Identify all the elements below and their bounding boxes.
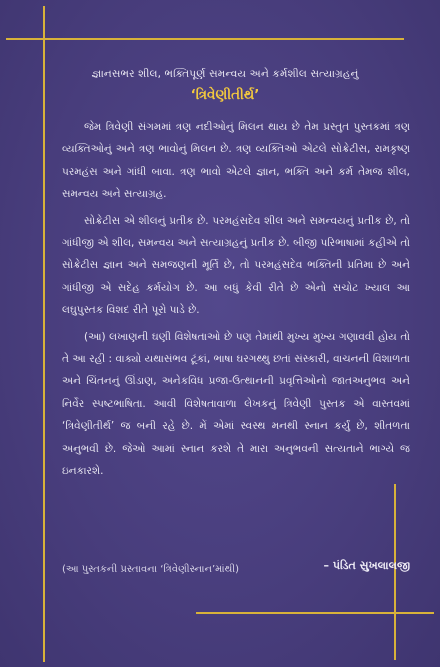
paragraph-2: સોક્રેટીસ એ શીલનું પ્રતીક છે. પરમહંસદેવ શીલ અને સમન્વયનું પ્રતીક છે, તો ગાંધીજી એ શીલ, સમન્વય અને સત્યાગ્રહનું પ્રતીક છે. બીજી પરિભાષામાં કહીએ તો સોક્રેટીસ જ્ઞાન અને સમજણની મૂર્તિ છે, તો પરમહંસદેવ ભક્તિની પ્રતિમા છે અને ગાંધીજી એ સદેહ કર્મયોગ છે. આ બધું કેવી રીતે છે એનો સચોટ ખ્યાલ આ લઘુપુસ્તક વિશદ રીતે પૂરો પાડે છે. <box>62 214 410 317</box>
header-subtitle: જ્ઞાનસભર શીલ, ભક્તિપૂર્ણ સમન્વય અને કર્મશીલ સત્યાગ્રહનું <box>91 68 359 80</box>
bottom-decorative-line <box>196 612 434 614</box>
paragraph-1: જેમ ત્રિવેણી સંગમમાં ત્રણ નદીઓનું મિલન થાય છે તેમ પ્રસ્તુત પુસ્તકમાં ત્રણ વ્યક્તિઓનું અને ત્રણ ભાવોનું મિલન છે. ત્રણ વ્યક્તિઓ એટલે સોક્રેટીસ, રામકૃષ્ણ પરમહંસ અને ગાંધી બાવા. ત્રણ ભાવો એટલે જ્ઞાન, ભક્તિ અને કર્મ તેમજ શીલ, સમન્વય અને સત્યાગ્રહ. <box>62 121 410 201</box>
book-title: ‘ત્રિવેણીતીર્થ’ <box>190 87 260 103</box>
author-signature: – પંડિત સુખલાલજી <box>323 559 410 572</box>
top-decorative-line <box>6 38 404 40</box>
blurb-body <box>62 116 410 487</box>
left-decorative-line <box>43 6 45 662</box>
source-note: (આ પુસ્તકની પ્રસ્તાવના ‘ત્રિવેણીસ્નાન’માંથી) <box>62 564 240 575</box>
paragraph-3: (આ) લખાણની ઘણી વિશેષતાઓ છે પણ તેમાંથી મુખ્ય મુખ્ય ગણાવવી હોય તો તે આ રહી : વાક્યો યથાસંભવ ટૂંકાં, ભાષા ઘરગથ્થુ છતાં સંસ્કારી, વાચનની વિશાળતા અને ચિંતનનું ઊંડાણ, અનેકવિધ પ્રજા-ઉત્થાનની પ્રવૃત્તિઓનો જાતઅનુભવ અને નિર્વેર સ્પષ્ટભાષિતા. આવી વિશેષતાવાળા લેખકનું ત્રિવેણી પુસ્તક એ વાસ્તવમાં ‘ત્રિવેણીતીર્થ’ જ બની રહે છે. મેં એમાં સ્વસ્થ મનથી સ્નાન કર્યું છે, શીતળતા અનુભવી છે. જેઓ આમાં સ્નાન કરશે તે મારા અનુભવની સત્યતાને ભાગ્યે જ ઇનકારશે. <box>62 330 410 478</box>
